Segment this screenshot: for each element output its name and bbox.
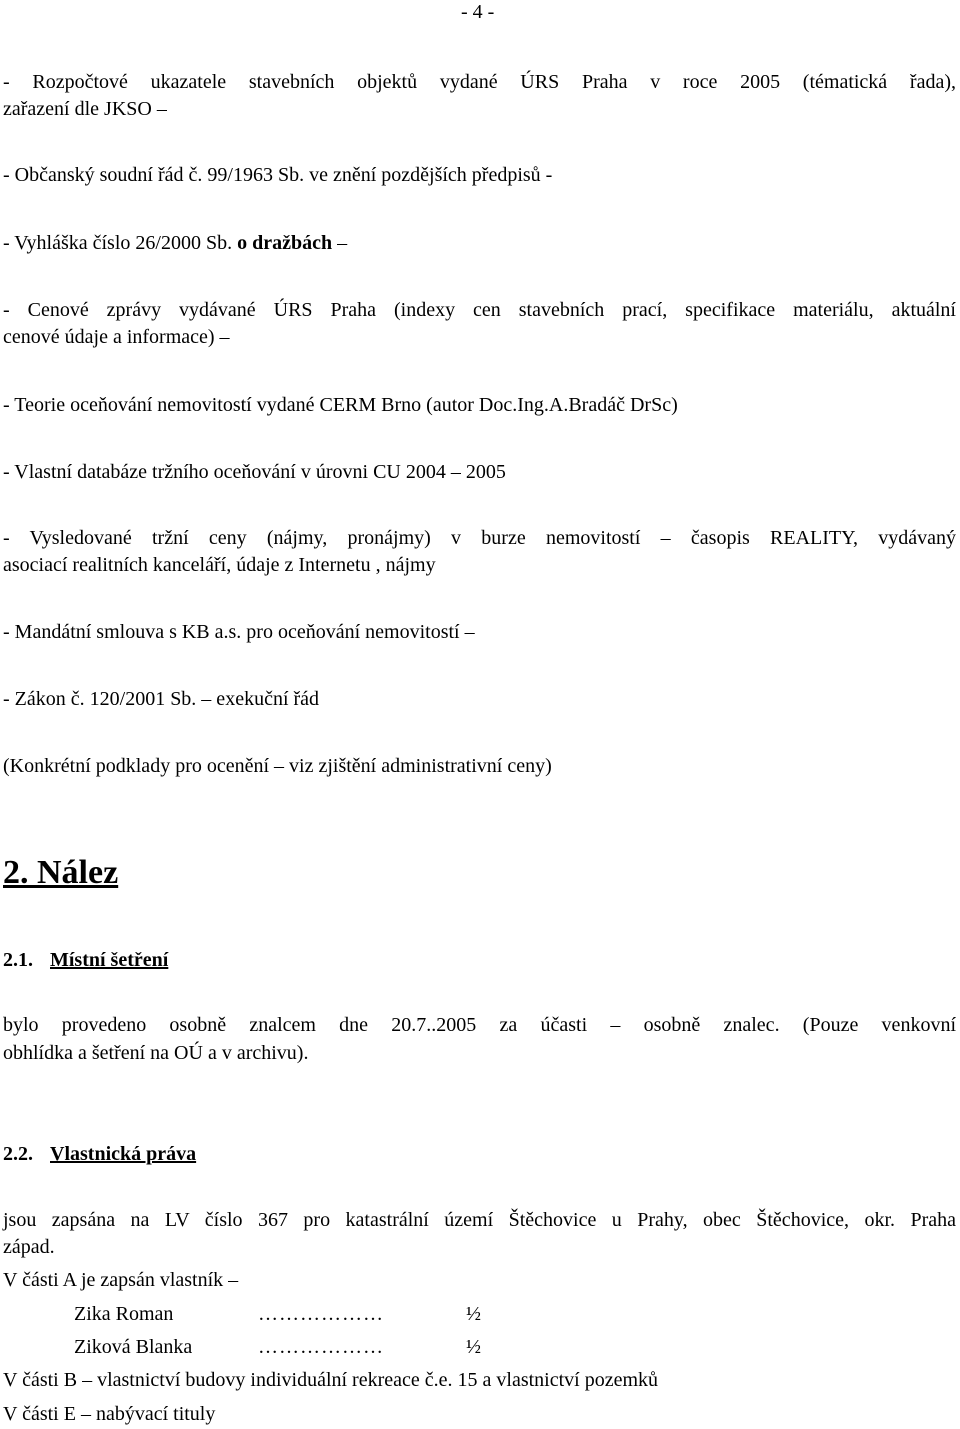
source-item-price-reports-cont: cenové údaje a informace) – bbox=[3, 326, 230, 348]
page-number: - 4 - bbox=[461, 1, 495, 23]
source-item-mandate-contract: - Mandátní smlouva s KB a.s. pro oceňování nemovitostí – bbox=[3, 621, 475, 643]
part-e-line: V části E – nabývací tituly bbox=[3, 1403, 216, 1425]
subsection-title: Místní šetření bbox=[50, 949, 169, 971]
source-item-market-prices: - Vysledované tržní ceny (nájmy, pronájmy) v burze nemovitostí – časopis REALITY, vydávaný bbox=[3, 527, 956, 549]
source-item-urs-indicators-cont: zařazení dle JKSO – bbox=[3, 98, 167, 120]
sources-note: (Konkrétní podklady pro ocenění – viz zjištění administrativní ceny) bbox=[3, 755, 552, 777]
subsection-number: 2.1. bbox=[3, 949, 33, 971]
decree-suffix: – bbox=[332, 232, 348, 254]
owner-leader-dots: ……………… bbox=[258, 1303, 384, 1325]
decree-prefix: - Vyhláška číslo 26/2000 Sb. bbox=[3, 232, 238, 254]
ownership-text: jsou zapsána na LV číslo 367 pro katastrální území Štěchovice u Prahy, obec Štěchovice, okr. Praha bbox=[3, 1209, 956, 1231]
source-item-civil-procedure: - Občanský soudní řád č. 99/1963 Sb. ve znění pozdějších předpisů - bbox=[3, 164, 553, 186]
source-item-urs-indicators: - Rozpočtové ukazatele stavebních objektů vydané ÚRS Praha v roce 2005 (tématická řada), bbox=[3, 71, 956, 93]
source-item-enforcement-law: - Zákon č. 120/2001 Sb. – exekuční řád bbox=[3, 688, 320, 710]
owner-name: Ziková Blanka bbox=[74, 1336, 193, 1358]
owner-share: ½ bbox=[466, 1336, 481, 1358]
owner-leader-dots: ……………… bbox=[258, 1336, 384, 1358]
source-item-own-database: - Vlastní databáze tržního oceňování v úrovni CU 2004 – 2005 bbox=[3, 461, 506, 483]
subsection-number: 2.2. bbox=[3, 1143, 33, 1165]
ownership-text-cont: západ. bbox=[3, 1236, 55, 1258]
source-item-market-prices-cont: asociací realitních kanceláří, údaje z Internetu , nájmy bbox=[3, 554, 436, 576]
part-a-line: V části A je zapsán vlastník – bbox=[3, 1269, 239, 1291]
owner-name: Zika Roman bbox=[74, 1303, 174, 1325]
source-item-valuation-theory: - Teorie oceňování nemovitostí vydané CERM Brno (autor Doc.Ing.A.Bradáč DrSc) bbox=[3, 394, 678, 416]
subsection-title: Vlastnická práva bbox=[50, 1143, 197, 1165]
part-b-line: V části B – vlastnictví budovy individuální rekreace č.e. 15 a vlastnictví pozemků bbox=[3, 1369, 659, 1391]
section-title: 2. Nález bbox=[3, 854, 119, 891]
owner-share: ½ bbox=[466, 1303, 481, 1325]
source-item-decree bbox=[3, 229, 956, 257]
subsection-heading-site-survey bbox=[3, 946, 168, 974]
site-survey-text-cont: obhlídka a šetření na OÚ a v archivu). bbox=[3, 1042, 309, 1064]
site-survey-text: bylo provedeno osobně znalcem dne 20.7..2005 za účasti – osobně znalec. (Pouze venkovní bbox=[3, 1014, 956, 1036]
source-item-price-reports: - Cenové zprávy vydávané ÚRS Praha (indexy cen stavebních prací, specifikace materiálu, aktuální bbox=[3, 299, 956, 321]
decree-bold-topic: o dražbách bbox=[237, 232, 333, 254]
subsection-heading-ownership bbox=[3, 1140, 196, 1168]
